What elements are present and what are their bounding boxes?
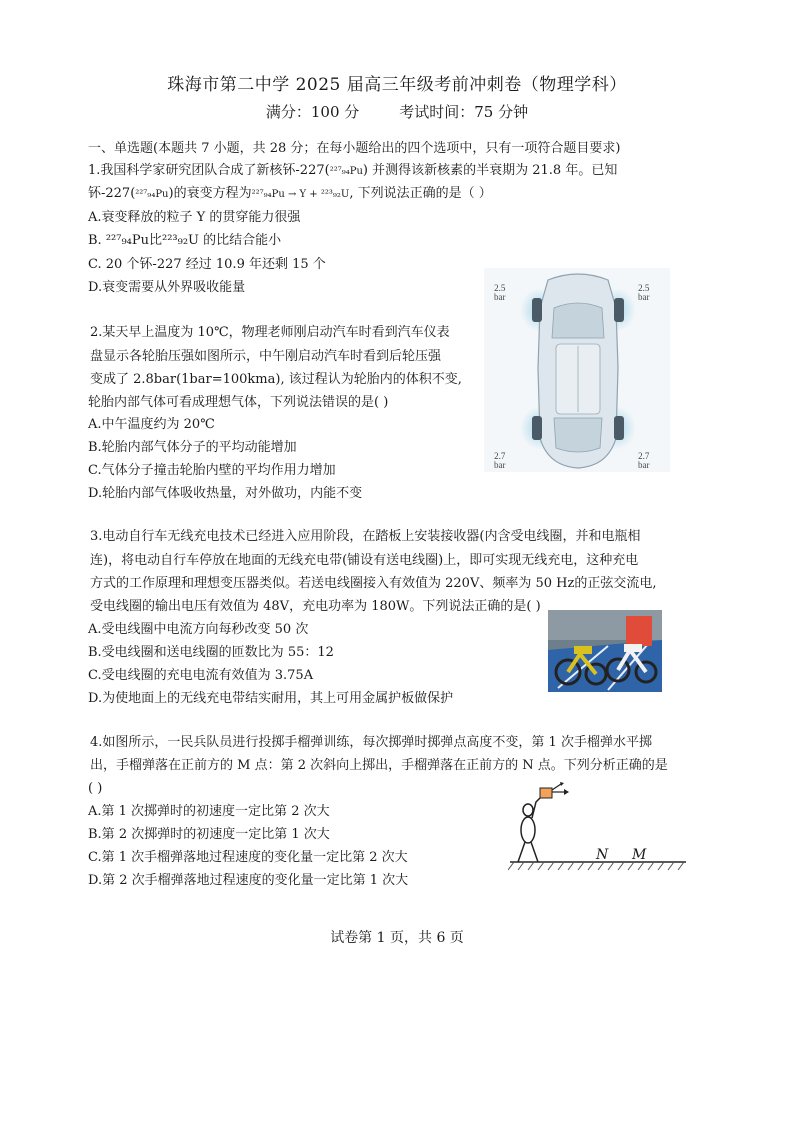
tire-pressure-front-left: 2.5 bar — [494, 283, 506, 302]
q1-text-e: , 下列说法正确的是（ ） — [349, 186, 492, 201]
q3-stem-line3: 方式的工作原理和理想变压器类似。若送电线圈接入有效值为 220V、频率为 50 Hz的正弦交流电, — [90, 576, 657, 591]
q1-decay-equation: ²²⁷₉₄Pu → Y + ²²³₉₂U — [251, 189, 350, 200]
q4-stem-line2: 出，手榴弹落在正前方的 M 点：第 2 次斜向上掷出，手榴弹落在正前方的 N 点。下列分析正确的是 — [90, 758, 668, 773]
q1-option-a: A.衰变释放的粒子 Y 的贯穿能力很强 — [88, 210, 301, 225]
q1-text-d: )的衰变方程为 — [168, 186, 252, 201]
q2-option-d: D.轮胎内部气体吸收热量，对外做功，内能不变 — [88, 486, 363, 501]
section-heading: 一、单选题(本题共 7 小题，共 28 分；在每小题给出的四个选项中，只有一项符合题目要求) — [88, 141, 621, 156]
q4-option-b: B.第 2 次掷弹时的初速度一定比第 1 次大 — [88, 827, 330, 842]
exam-duration: 考试时间：75 分钟 — [399, 103, 529, 121]
q1-stem-line2 — [88, 185, 492, 204]
q1-text-c: 钚-227( — [88, 186, 136, 201]
page-footer: 试卷第 1 页，共 6 页 — [330, 930, 464, 946]
q4-option-d: D.第 2 次手榴弹落地过程速度的变化量一定比第 1 次大 — [88, 873, 409, 888]
q2-option-a: A.中午温度约为 20℃ — [88, 417, 215, 432]
tire-pressure-rear-right: 2.7 bar — [638, 451, 650, 470]
q3-stem-line4: 受电线圈的输出电压有效值为 48V，充电功率为 180W。下列说法正确的是( ) — [90, 599, 541, 614]
q3-option-c: C.受电线圈的充电电流有效值为 3.75A — [88, 668, 314, 683]
q2-stem-line2: 盘显示各轮胎压强如图所示，中午刚启动汽车时看到后轮压强 — [90, 349, 442, 364]
q3-option-a: A.受电线圈中电流方向每秒改变 50 次 — [88, 622, 309, 637]
q4-option-a: A.第 1 次掷弹时的初速度一定比第 2 次大 — [88, 804, 330, 819]
q1-option-d: D.衰变需要从外界吸收能量 — [88, 280, 246, 295]
tire-pressure-front-right: 2.5 bar — [638, 283, 650, 302]
point-m-label: M — [632, 847, 647, 863]
q2-stem-line1: 2.某天早上温度为 10℃，物理老师刚启动汽车时看到汽车仪表 — [90, 325, 450, 340]
q1-text-a: 1.我国科学家研究团队合成了新核钚-227( — [88, 163, 330, 178]
q2-stem-line4: 轮胎内部气体可看成理想气体，下列说法错误的是( ) — [88, 395, 389, 410]
q3-option-d: D.为使地面上的无线充电带结实耐用，其上可用金属护板做保护 — [88, 691, 454, 706]
q1-nuclide-2: ²²⁷₉₄Pu — [135, 189, 169, 200]
q3-stem-line2: 连)，将电动自行车停放在地面的无线充电带(铺设有送电线圈)上，即可实现无线充电，这种充电 — [90, 553, 639, 568]
q1-option-c: C. 20 个钚-227 经过 10.9 年还剩 15 个 — [88, 257, 326, 272]
tire-pressure-rear-left: 2.7 bar — [494, 451, 506, 470]
q4-stem-line1: 4.如图所示，一民兵队员进行投掷手榴弹训练，每次掷弹时掷弹点高度不变，第 1 次手榴弹水平掷 — [90, 735, 652, 750]
q3-option-b: B.受电线圈和送电线圈的匝数比为 55：12 — [88, 645, 334, 660]
q3-stem-line1: 3.电动自行车无线充电技术已经进入应用阶段，在踏板上安装接收器(内含受电线圈，并和电瓶相 — [90, 529, 641, 544]
ebike-charging-photo — [548, 610, 662, 692]
q2-stem-line3: 变成了 2.8bar(1bar=100kma), 该过程认为轮胎内的体积不变, — [90, 372, 462, 387]
q1-option-b: B. ²²⁷₉₄Pu比²²³₉₂U 的比结合能小 — [88, 233, 282, 248]
full-score: 满分：100 分 — [265, 103, 360, 121]
q4-stem-line3: ( ) — [88, 781, 103, 796]
grenade-throw-figure — [508, 782, 688, 874]
point-n-label: N — [596, 847, 609, 863]
q1-text-b: ) 并测得该新核素的半衰期为 21.8 年。已知 — [362, 163, 618, 178]
q1-stem-line1 — [88, 162, 617, 181]
q4-option-c: C.第 1 次手榴弹落地过程速度的变化量一定比第 2 次大 — [88, 850, 408, 865]
ebike-icon — [548, 610, 662, 692]
q2-option-b: B.轮胎内部气体分子的平均动能增加 — [88, 440, 297, 455]
q1-nuclide: ²²⁷₉₄Pu — [329, 166, 363, 177]
exam-meta — [0, 101, 794, 122]
exam-title: 珠海市第二中学 2025 届高三年级考前冲刺卷（物理学科） — [167, 75, 627, 95]
q2-option-c: C.气体分子撞击轮胎内壁的平均作用力增加 — [88, 463, 336, 478]
tire-pressure-figure — [484, 268, 670, 472]
